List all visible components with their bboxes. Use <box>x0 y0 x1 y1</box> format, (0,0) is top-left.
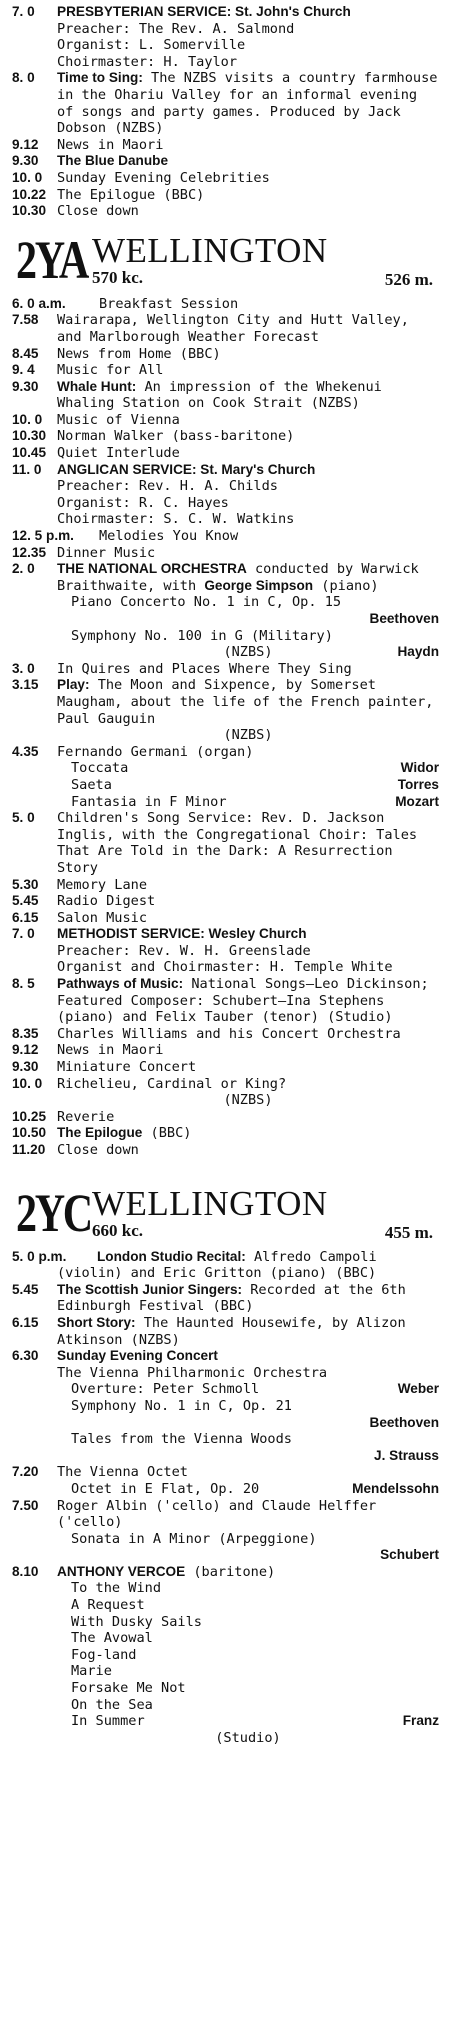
entry-text: Breakfast Session <box>99 295 239 312</box>
listing-entry <box>12 1282 439 1315</box>
entry-time: 5.45 <box>12 1281 39 1297</box>
entry-time: 5.30 <box>12 876 39 892</box>
entry-time: 8.35 <box>12 1025 39 1041</box>
entry-time: 5. 0 p.m. <box>12 1248 67 1264</box>
entry-title: The Epilogue <box>57 1125 143 1141</box>
listing-entry <box>12 4 439 70</box>
entry-time: 4.35 <box>12 743 39 759</box>
composer-name: J. Strauss <box>374 1447 439 1463</box>
entry-text: Quiet Interlude <box>57 445 180 462</box>
entry-text: Close down <box>57 1142 139 1158</box>
entry-line: Choirmaster: S. C. W. Watkins <box>57 511 295 528</box>
entry-time: 2. 0 <box>12 561 35 577</box>
entry-title: Whale Hunt: <box>57 378 137 394</box>
entry-text: News from Home (BBC) <box>57 345 221 362</box>
station-wavelength: 526 m. <box>384 269 433 289</box>
entry-title: The Scottish Junior Singers: <box>57 1281 243 1297</box>
entry-time: 3. 0 <box>12 660 35 676</box>
song-title: The Avowal <box>71 1630 153 1647</box>
listing-entry <box>12 187 439 204</box>
listing-entry <box>12 910 439 927</box>
entry-time: 9.30 <box>12 1059 39 1075</box>
entry-line: Organist: R. C. Hayes <box>57 494 229 511</box>
work-title: Symphony No. 100 in G (Military) <box>71 627 333 644</box>
composer-name: Mozart <box>395 793 439 809</box>
entry-title: The Blue Danube <box>57 153 169 169</box>
listing-entry <box>12 379 439 412</box>
station-city: WELLINGTON <box>92 1183 328 1223</box>
entry-time: 7.58 <box>12 312 39 328</box>
entry-text: In Quires and Places Where They Sing <box>57 660 352 677</box>
work-title: Octet in E Flat, Op. 20 <box>71 1480 260 1497</box>
listing-entry <box>12 1142 439 1159</box>
entry-text: Recorded at the 6th Edinburgh Festival (BBC) <box>57 1281 406 1315</box>
listing-entry <box>12 170 439 187</box>
work-title: Fantasia in F Minor <box>71 793 227 810</box>
entry-line: Organist and Choirmaster: H. Temple White <box>57 959 393 976</box>
entry-line: Preacher: Rev. H. A. Childs <box>57 478 278 495</box>
entry-time: 8.10 <box>12 1563 39 1579</box>
listing-entry <box>12 137 439 154</box>
entry-text: News in Maori <box>57 136 164 153</box>
entry-text: Reverie <box>57 1108 115 1125</box>
listing-entry <box>12 1076 439 1109</box>
composer-name: Mendelssohn <box>352 1480 439 1496</box>
entry-time: 8. 0 <box>12 70 35 86</box>
entry-text: (BBC) <box>150 1125 192 1142</box>
station-wavelength: 455 m. <box>384 1222 433 1242</box>
entry-text: National Songs—Leo Dickinson; Featured Composer: Schubert—Ina Stephens (piano) and Felix Tauber (tenor) (Studio) <box>57 976 429 1026</box>
entry-text: (piano) <box>321 577 379 594</box>
entry-text: The Moon and Sixpence, by Somerset Maugham, about the life of the French painter, Paul Gauguin <box>57 677 434 727</box>
entry-time: 9.30 <box>12 153 39 169</box>
entry-text: The Haunted Housewife, by Alizon Atkinson (NZBS) <box>57 1314 406 1348</box>
work-title: Sonata in A Minor (Arpeggione) <box>71 1530 317 1547</box>
listing-entry <box>12 462 439 528</box>
composer-name: Beethoven <box>369 611 439 626</box>
source-note: (Studio) <box>215 1729 281 1746</box>
entry-text: Children's Song Service: Rev. D. Jackson Inglis, with the Congregational Choir: Tales That Are Told in the Dark: A Resurrection Story <box>57 810 418 876</box>
listing-entry <box>12 1348 439 1464</box>
entry-time: 12.35 <box>12 544 47 560</box>
listing-entry <box>12 976 439 1026</box>
listing-entry <box>12 312 439 345</box>
entry-time: 9.30 <box>12 378 39 394</box>
entry-text: Charles Williams and his Concert Orchestra <box>57 1025 401 1042</box>
entry-line: Preacher: Rev. W. H. Greenslade <box>57 942 311 959</box>
entry-title: Play: <box>57 677 90 693</box>
entry-time: 10.22 <box>12 186 47 202</box>
listing-entry <box>12 1059 439 1076</box>
listing-entry <box>12 810 439 876</box>
entry-text: Sunday Evening Celebrities <box>57 169 270 186</box>
listing-entry <box>12 296 439 313</box>
entry-title: ANGLICAN SERVICE: St. Mary's Church <box>57 461 316 477</box>
song-title: A Request <box>71 1597 145 1614</box>
entry-time: 5. 0 <box>12 810 35 826</box>
entry-text: (baritone) <box>193 1563 276 1580</box>
entry-text: Dinner Music <box>57 544 156 561</box>
entry-time: 6.15 <box>12 909 39 925</box>
entry-time: 9.12 <box>12 136 39 152</box>
entry-time: 7.50 <box>12 1497 39 1513</box>
source-note: (NZBS) <box>223 644 273 661</box>
listing-entry <box>12 346 439 363</box>
entry-time: 7. 0 <box>12 4 35 19</box>
listing-entry <box>12 1026 439 1043</box>
entry-text: The Vienna Octet <box>57 1464 188 1481</box>
entry-title: London Studio Recital: <box>97 1248 246 1264</box>
entry-time: 8.45 <box>12 345 39 361</box>
entry-title: Short Story: <box>57 1314 136 1330</box>
entry-title: ANTHONY VERCOE <box>57 1563 186 1579</box>
entry-text: Richelieu, Cardinal or King? <box>57 1075 287 1092</box>
composer-name: Franz <box>402 1713 439 1729</box>
work-title: Overture: Peter Schmoll <box>71 1381 260 1398</box>
composer-name: Beethoven <box>369 1414 439 1430</box>
entry-text: Melodies You Know <box>99 528 239 545</box>
listing-entry <box>12 1564 439 1747</box>
song-title: On the Sea <box>71 1696 153 1713</box>
station-call-sign: 2YC <box>16 1182 91 1243</box>
composer-name: Weber <box>397 1381 439 1397</box>
entry-time: 9. 4 <box>12 362 35 378</box>
entry-line: The Vienna Philharmonic Orchestra <box>57 1364 328 1381</box>
entry-text: Alfredo Campoli (violin) and Eric Gritton (piano) (BBC) <box>57 1248 377 1282</box>
station-frequency: 570 kc. <box>92 267 143 287</box>
entry-time: 10. 0 <box>12 169 43 185</box>
entry-time: 6. 0 a.m. <box>12 295 66 311</box>
work-title: Toccata <box>71 760 129 777</box>
song-title: To the Wind <box>71 1580 162 1597</box>
listing-entry <box>12 1249 439 1282</box>
song-title: In Summer <box>71 1713 145 1730</box>
station-header-2yc <box>12 1183 439 1245</box>
listing-entry <box>12 1109 439 1126</box>
entry-time: 9.12 <box>12 1042 39 1058</box>
entry-text: The Epilogue (BBC) <box>57 186 205 203</box>
entry-line: Organist: L. Somerville <box>57 37 246 54</box>
station-city: WELLINGTON <box>92 230 328 270</box>
entry-time: 11. 0 <box>12 461 42 477</box>
entry-title: Sunday Evening Concert <box>57 1348 218 1364</box>
entry-title: Pathways of Music: <box>57 976 184 992</box>
station-header-2ya <box>12 230 439 292</box>
listing-entry <box>12 203 439 220</box>
entry-title: Time to Sing: <box>57 70 143 86</box>
entry-time: 12. 5 p.m. <box>12 528 74 544</box>
listing-entry <box>12 1315 439 1348</box>
entry-text: Music of Vienna <box>57 411 180 428</box>
entry-time: 7. 0 <box>12 926 35 942</box>
entry-time: 11.20 <box>12 1142 46 1157</box>
entry-text: Norman Walker (bass-baritone) <box>57 428 295 445</box>
listing-entry <box>12 1125 439 1142</box>
composer-name: Widor <box>400 760 439 776</box>
entry-time: 8. 5 <box>12 976 35 992</box>
entry-time: 10. 0 <box>12 1075 43 1091</box>
listing-entry <box>12 545 439 562</box>
listing-entry <box>12 1464 439 1497</box>
listing-entry <box>12 661 439 678</box>
listing-entry <box>12 561 439 661</box>
listing-entry <box>12 1042 439 1059</box>
entry-time: 3.15 <box>12 677 39 693</box>
entry-text: An impression of the Whekenui Whaling Station on Cook Strait (NZBS) <box>57 378 382 412</box>
song-title: Marie <box>71 1663 112 1680</box>
entry-time: 10.30 <box>12 203 47 219</box>
song-title: Forsake Me Not <box>71 1680 186 1697</box>
entry-text: Miniature Concert <box>57 1059 197 1076</box>
entry-time: 10.50 <box>12 1125 47 1141</box>
entry-text: Close down <box>57 203 139 220</box>
composer-name: Haydn <box>397 644 439 660</box>
entry-text: Wairarapa, Wellington City and Hutt Valley, and Marlborough Weather Forecast <box>57 312 409 345</box>
entry-text: Memory Lane <box>57 876 148 893</box>
entry-text: Radio Digest <box>57 893 156 910</box>
listing-entry <box>12 744 439 810</box>
listing-entry <box>12 877 439 894</box>
work-title: Saeta <box>71 776 112 793</box>
entry-time: 10.45 <box>12 445 47 461</box>
entry-line: Choirmaster: H. Taylor <box>57 53 238 70</box>
performer-name: George Simpson <box>204 577 314 593</box>
listing-entry <box>12 677 439 743</box>
entry-title: PRESBYTERIAN SERVICE: St. John's Church <box>57 4 351 19</box>
work-title: Piano Concerto No. 1 in C, Op. 15 <box>71 594 342 611</box>
entry-text: The NZBS visits a country farmhouse in the Ohariu Valley for an informal evening of songs and party games. Produced by Jack Dobson (NZBS) <box>57 70 438 137</box>
entry-time: 6.30 <box>12 1348 39 1364</box>
entry-time: 10.25 <box>12 1108 47 1124</box>
listing-entry <box>12 926 439 976</box>
listing-entry <box>12 70 439 136</box>
source-note: (NZBS) <box>223 1092 273 1109</box>
entry-text: Fernando Germani (organ) <box>57 743 254 760</box>
entry-text: conducted by Warwick Braithwaite, with <box>57 561 419 594</box>
source-note: (NZBS) <box>223 727 273 744</box>
listing-entry <box>12 428 439 445</box>
listing-entry <box>12 412 439 429</box>
composer-name: Schubert <box>380 1547 439 1563</box>
listing-entry <box>12 893 439 910</box>
entry-time: 6.15 <box>12 1314 39 1330</box>
station-frequency: 660 kc. <box>92 1220 143 1240</box>
listing-entry <box>12 528 439 545</box>
listing-entry <box>12 1498 439 1564</box>
work-title: Tales from the Vienna Woods <box>71 1431 292 1448</box>
entry-time: 10. 0 <box>12 411 43 427</box>
song-title: Fog-land <box>71 1646 137 1663</box>
entry-text: Music for All <box>57 362 164 379</box>
work-title: Symphony No. 1 in C, Op. 21 <box>71 1397 292 1414</box>
entry-time: 10.30 <box>12 428 47 444</box>
entry-title: METHODIST SERVICE: Wesley Church <box>57 926 307 942</box>
song-title: With Dusky Sails <box>71 1613 202 1630</box>
entry-title: THE NATIONAL ORCHESTRA <box>57 561 247 577</box>
entry-text: Salon Music <box>57 909 148 926</box>
entry-time: 5.45 <box>12 893 39 909</box>
station-call-sign: 2YA <box>16 229 88 290</box>
listing-entry <box>12 362 439 379</box>
entry-text: Roger Albin ('cello) and Claude Helffer ('cello) <box>57 1497 377 1531</box>
entry-text: News in Maori <box>57 1042 164 1059</box>
listing-entry <box>12 153 439 170</box>
composer-name: Torres <box>397 776 439 792</box>
entry-time: 7.20 <box>12 1464 39 1480</box>
entry-line: Preacher: The Rev. A. Salmond <box>57 20 295 37</box>
listing-entry <box>12 445 439 462</box>
